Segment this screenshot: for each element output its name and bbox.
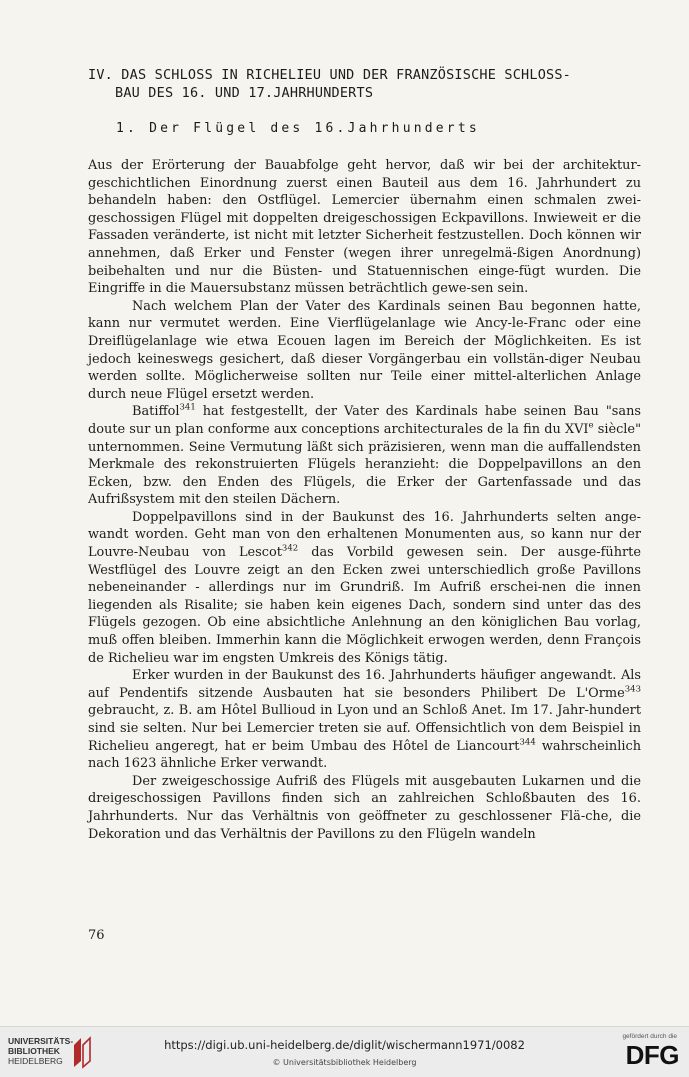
paragraph-6: Der zweigeschossige Aufriß des Flügels mit ausgebauten Lukarnen und die dreigeschossigen Pavillons finden sich an zahlreichen Schloßbauten des 16. Jahrhunderts. Nur das Verhältnis von geöffneter zu geschlossener Flä-che, die Dekoration und das Verhältnis der Pavillons zu den Flügeln wandeln: [88, 773, 641, 842]
paragraph-4-text-b: das Vorbild gewesen sein. Der ausge-führte Westflügel des Louvre zeigt an den Ecken zwei unterschiedlich große Pavillons nebeneinander - allerdings nur im Grundriß. Im Aufriß erschei-nen die innen liegenden als Risalite; sie haben kein eigenes Dach, sondern sind unter das des Flügels gezogen. Ob eine absichtliche Anlehnung an den königlichen Bau vorlag, muß offen bleiben. Immerhin kann die Möglichkeit erwogen werden, denn François de Richelieu war im engsten Umkreis des Königs tätig.: [88, 545, 641, 666]
body-text: [88, 157, 641, 843]
paragraph-5-text-b: gebraucht, z. B. am Hôtel Bullioud in Lyon und an Schloß Anet. Im 17. Jahr-hundert sind sie selten. Nur bei Lemercier treten sie auf. Offensichtlich von dem Beispiel in Richelieu angeregt, hat er beim Umbau des Hôtel de Liancourt: [88, 703, 641, 754]
library-name-line-1: UNIVERSITÄTS-: [8, 1036, 74, 1046]
section-title: 1. Der Flügel des 16.Jahrhunderts: [116, 121, 480, 136]
chapter-heading: [88, 66, 628, 102]
paragraph-5: [88, 667, 641, 773]
paragraph-2: Nach welchem Plan der Vater des Kardinals seinen Bau begonnen hatte, kann nur vermutet werden. Eine Vierflügelanlage wie Ancy-le-Franc oder eine Dreiflügelanlage wie etwa Ecouen lagen im Bereich der Möglichkeiten. Es ist jedoch keineswegs gesichert, daß dieser Vorgängerbau ein vollstän-diger Neubau werden sollte. Möglicherweise sollten nur Teile einer mittel-alterlichen Anlage durch neue Flügel ersetzt werden.: [88, 298, 641, 402]
footnote-ref-343[interactable]: 343: [624, 684, 641, 695]
viewer-footer: [0, 1026, 689, 1077]
footnote-ref-344[interactable]: 344: [519, 737, 536, 748]
paragraph-3: [88, 403, 641, 509]
paragraph-3-text-c: siècle" unternommen. Seine Vermutung läßt sich präzisieren, wenn man die auffallendsten Merkmale des rekonstruierten Flügels heranzieht: die Doppelpavillons an den Ecken, bzw. den Enden des Flügels, die Erker der Gartenfassade und das Aufrißsystem mit den steilen Dächern.: [88, 421, 641, 508]
paragraph-5-text-a: Erker wurden in der Baukunst des 16. Jahrhunderts häufiger angewandt. Als auf Pendentifs sitzende Ausbauten hat sie besonders Philibert De L'Orme: [88, 668, 641, 701]
permalink-url[interactable]: https://digi.ub.uni-heidelberg.de/diglit/wischermann1971/0082: [164, 1038, 525, 1052]
chapter-heading-line-2: BAU DES 16. UND 17.JAHRHUNDERTS: [115, 85, 374, 101]
paragraph-4-text-a: Doppelpavillons sind in der Baukunst des 16. Jahrhunderts selten ange-wandt worden. Geht man von den erhaltenen Monumenten aus, so kann nur der Louvre-Neubau von Lescot: [88, 509, 641, 561]
footnote-ref-342[interactable]: 342: [281, 543, 299, 554]
library-name-line-3: HEIDELBERG: [8, 1056, 63, 1066]
paragraph-4: [88, 509, 641, 667]
copyright-notice: © Universitätsbibliothek Heidelberg: [272, 1058, 417, 1067]
paragraph-3-text-a: Batiffol: [132, 404, 180, 420]
century-superscript: e: [588, 420, 594, 431]
dfg-logo: DFG: [625, 1040, 679, 1070]
paragraph-5-text-c: wahrscheinlich nach 1623 ähnliche Erker verwandt.: [88, 738, 641, 772]
paragraph-1: Aus der Erörterung der Bauabfolge geht hervor, daß wir bei der architektur-geschichtlichen Einordnung zuerst einen Bauteil aus dem 16. Jahrhundert zu behandeln haben: den Ostflügel. Lemercier übernahm einen schmalen zwei-geschossigen Flügel mit doppelten dreigeschossigen Eckpavillons. Inwieweit er die Fassaden veränderte, ist nicht mit letzter Sicherheit festzustellen. Doch können wir annehmen, daß Erker und Fenster (wegen ihrer unregelmä-ßigen Anordnung) beibehalten und nur die Büsten- und Statuennischen einge-fügt wurden. Die Eingriffe in die Mauersubstanz müssen beträchtlich gewe-sen sein.: [88, 158, 641, 297]
funding-note: gefördert durch die: [622, 1033, 677, 1040]
page-number: 76: [88, 928, 105, 943]
library-name-line-2: BIBLIOTHEK: [8, 1046, 60, 1056]
chapter-heading-line-1: IV. DAS SCHLOSS IN RICHELIEU UND DER FRANZÖSISCHE SCHLOSS-: [88, 67, 572, 83]
paragraph-3-text-b: hat festgestellt, der Vater des Kardinals habe seinen Bau "sans doute sur un plan conforme aux conceptions architecturales de la fin du XVI: [88, 404, 641, 437]
footnote-ref-341[interactable]: 341: [179, 403, 196, 414]
